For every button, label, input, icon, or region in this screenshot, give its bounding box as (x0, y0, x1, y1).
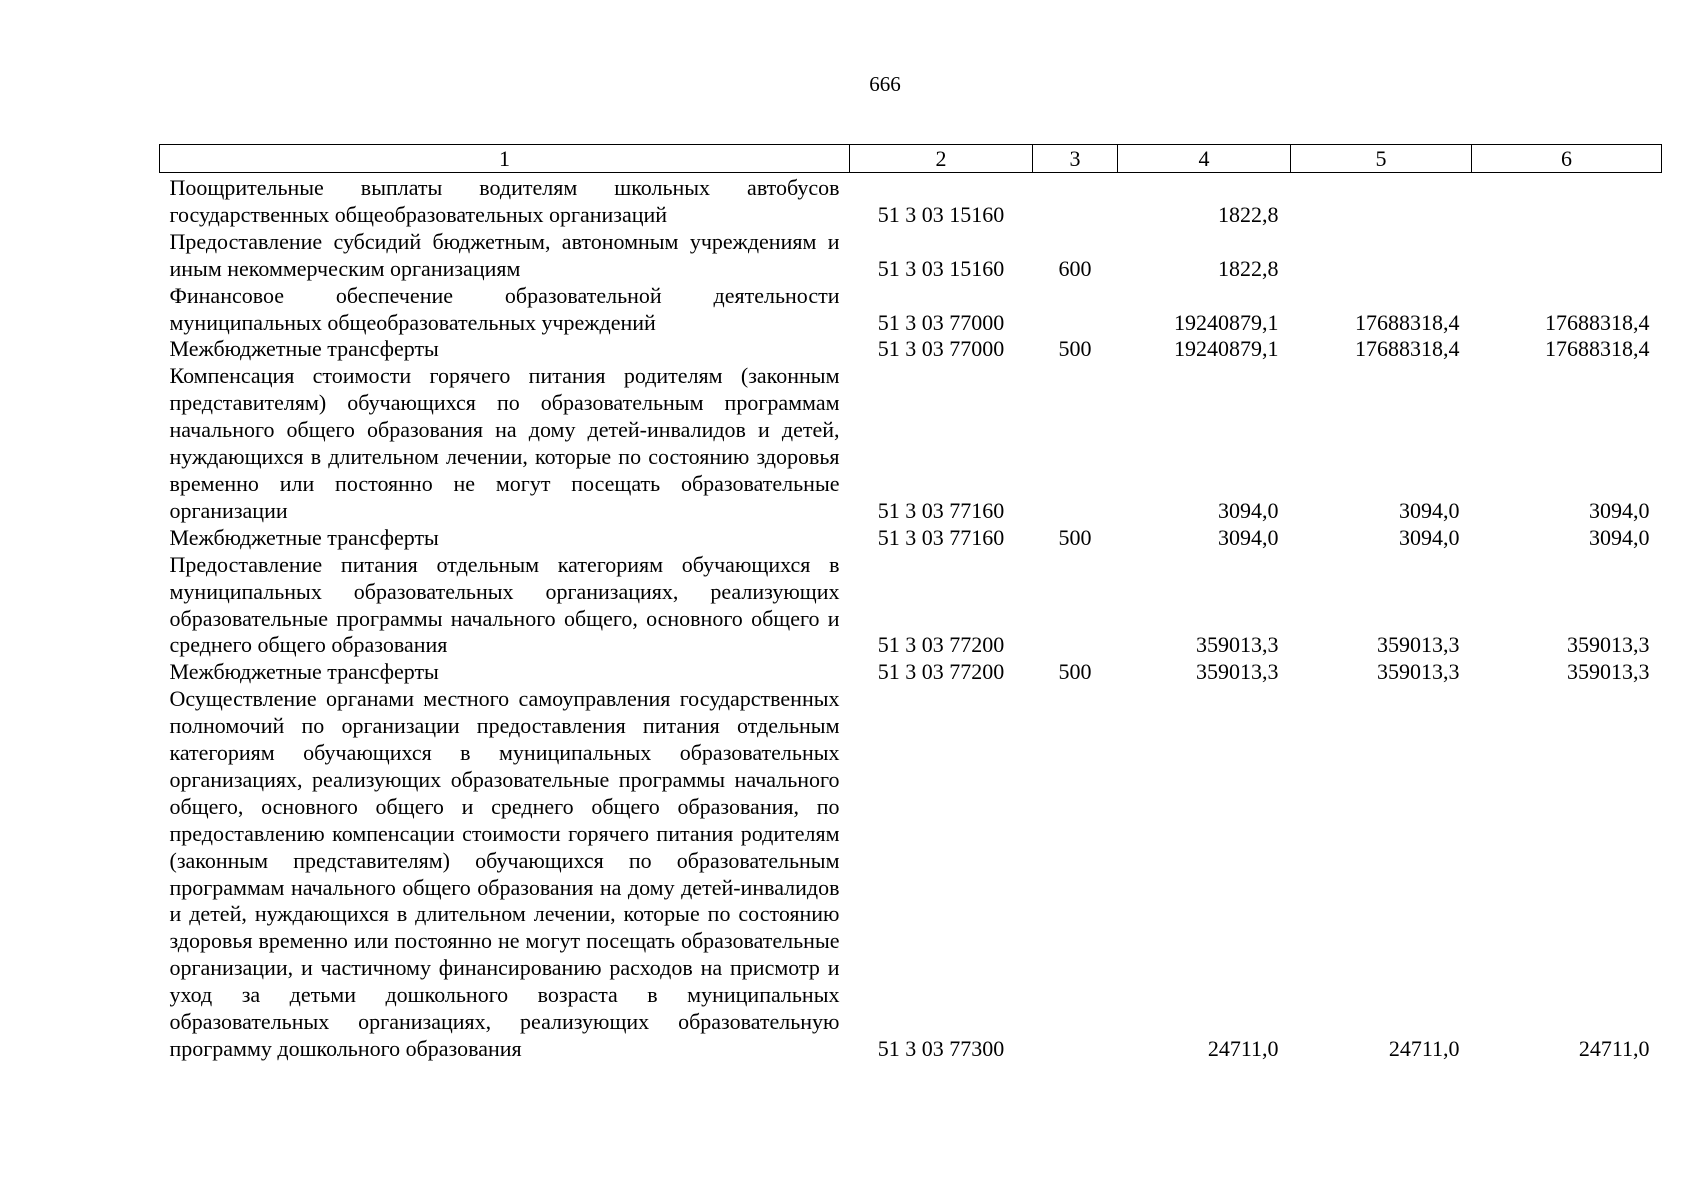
row-name: Поощрительные выплаты водителям школьных автобусов государственных общеобразовательных организаций (169, 175, 840, 227)
row-expense-type (1033, 686, 1118, 1063)
row-code: 51 3 03 77000 (877, 336, 1005, 362)
row-value-col6: 17688318,4 (1545, 336, 1650, 362)
row-code: 51 3 03 15160 (877, 255, 1005, 281)
row-code: 51 3 03 77300 (877, 1036, 1005, 1061)
header-row (160, 145, 1662, 173)
header-col-5: 5 (1291, 145, 1472, 173)
budget-table (159, 144, 1662, 1063)
row-value-col5 (1291, 173, 1472, 229)
header-col-2: 2 (850, 145, 1033, 173)
row-value-col4: 24711,0 (1207, 1036, 1279, 1061)
row-value-col6: 24711,0 (1578, 1036, 1650, 1061)
table-row (160, 283, 1662, 337)
row-value-col5: 17688318,4 (1355, 309, 1460, 335)
row-value-col5: 17688318,4 (1355, 336, 1460, 362)
row-expense-type: 500 (1058, 659, 1092, 685)
row-code: 51 3 03 77200 (877, 632, 1005, 658)
row-value-col4: 1822,8 (1218, 201, 1279, 227)
header-col-3: 3 (1033, 145, 1118, 173)
row-expense-type (1033, 552, 1118, 660)
row-value-col4: 359013,3 (1196, 632, 1279, 658)
table-body (160, 173, 1662, 1063)
row-code: 51 3 03 77200 (877, 659, 1005, 685)
row-code: 51 3 03 77160 (877, 524, 1005, 550)
row-value-col5 (1291, 229, 1472, 283)
table-row (160, 552, 1662, 660)
row-name: Осуществление органами местного самоуправления государственных полномочий по организации предоставления питания отдельным категориям обучающихся в муниципальных образовательных организациях, реализующих образовательные программы начального общего, основного общего и среднего общего образования, по предоставлению компенсации стоимости горячего питания родителям (законным представителям) обучающихся по образовательным программам начального общего образования на дому детей-инвалидов и детей, нуждающихся в длительном лечении, которые по состоянию здоровья временно или постоянно не могут посещать образовательные организации, и частичному финансированию расходов на присмотр и уход за детьми дошкольного возраста в муниципальных образовательных организациях, реализующих образовательную программу дошкольного образования (169, 686, 840, 1061)
row-value-col4: 1822,8 (1218, 255, 1279, 281)
row-name: Компенсация стоимости горячего питания родителям (законным представителям) обучающихся по образовательным программам начального общего образования на дому детей-инвалидов и детей, нуждающихся в длительном лечении, которые по состоянию здоровья временно или постоянно не могут посещать образовательные организации (169, 363, 840, 523)
row-expense-type (1033, 283, 1118, 337)
row-value-col6: 17688318,4 (1545, 309, 1650, 335)
table-header (160, 145, 1662, 173)
row-expense-type (1033, 173, 1118, 229)
row-value-col5: 359013,3 (1377, 632, 1460, 658)
row-value-col4: 3094,0 (1218, 497, 1279, 523)
header-col-6: 6 (1472, 145, 1662, 173)
row-name: Межбюджетные трансферты (169, 336, 439, 362)
table-row (160, 659, 1662, 686)
row-expense-type (1033, 363, 1118, 524)
header-col-4: 4 (1118, 145, 1291, 173)
row-expense-type: 500 (1058, 336, 1092, 362)
row-expense-type: 500 (1058, 524, 1092, 550)
table-row (160, 525, 1662, 552)
table-row (160, 336, 1662, 363)
row-code: 51 3 03 77000 (877, 309, 1005, 335)
header-col-1: 1 (160, 145, 850, 173)
row-code: 51 3 03 15160 (877, 201, 1005, 227)
row-value-col6 (1472, 229, 1662, 283)
row-value-col6: 359013,3 (1567, 632, 1650, 658)
row-name: Межбюджетные трансферты (169, 524, 439, 550)
row-value-col5: 3094,0 (1399, 524, 1460, 550)
row-name: Межбюджетные трансферты (169, 659, 439, 685)
row-value-col5: 3094,0 (1399, 497, 1460, 523)
row-value-col4: 19240879,1 (1174, 309, 1279, 335)
row-value-col6: 3094,0 (1589, 497, 1650, 523)
row-code: 51 3 03 77160 (877, 497, 1005, 523)
row-name: Предоставление субсидий бюджетным, автономным учреждениям и иным некоммерческим организациям (169, 228, 840, 281)
row-name: Предоставление питания отдельным категориям обучающихся в муниципальных образовательных организациях, реализующих образовательные программы начального общего, основного общего и среднего общего образования (169, 551, 840, 658)
row-value-col4: 359013,3 (1196, 659, 1279, 685)
row-value-col4: 3094,0 (1218, 524, 1279, 550)
row-value-col5: 24711,0 (1388, 1036, 1460, 1061)
row-value-col5: 359013,3 (1377, 659, 1460, 685)
row-value-col6: 359013,3 (1567, 659, 1650, 685)
table-row (160, 363, 1662, 524)
table-row (160, 173, 1662, 229)
row-name: Финансовое обеспечение образовательной деятельности муниципальных общеобразовательных учреждений (169, 282, 840, 335)
page-number: 666 (869, 72, 901, 96)
row-expense-type: 600 (1058, 255, 1092, 281)
row-value-col6 (1472, 173, 1662, 229)
row-value-col6: 3094,0 (1589, 524, 1650, 550)
table-row (160, 229, 1662, 283)
table-row (160, 686, 1662, 1063)
row-value-col4: 19240879,1 (1174, 336, 1279, 362)
